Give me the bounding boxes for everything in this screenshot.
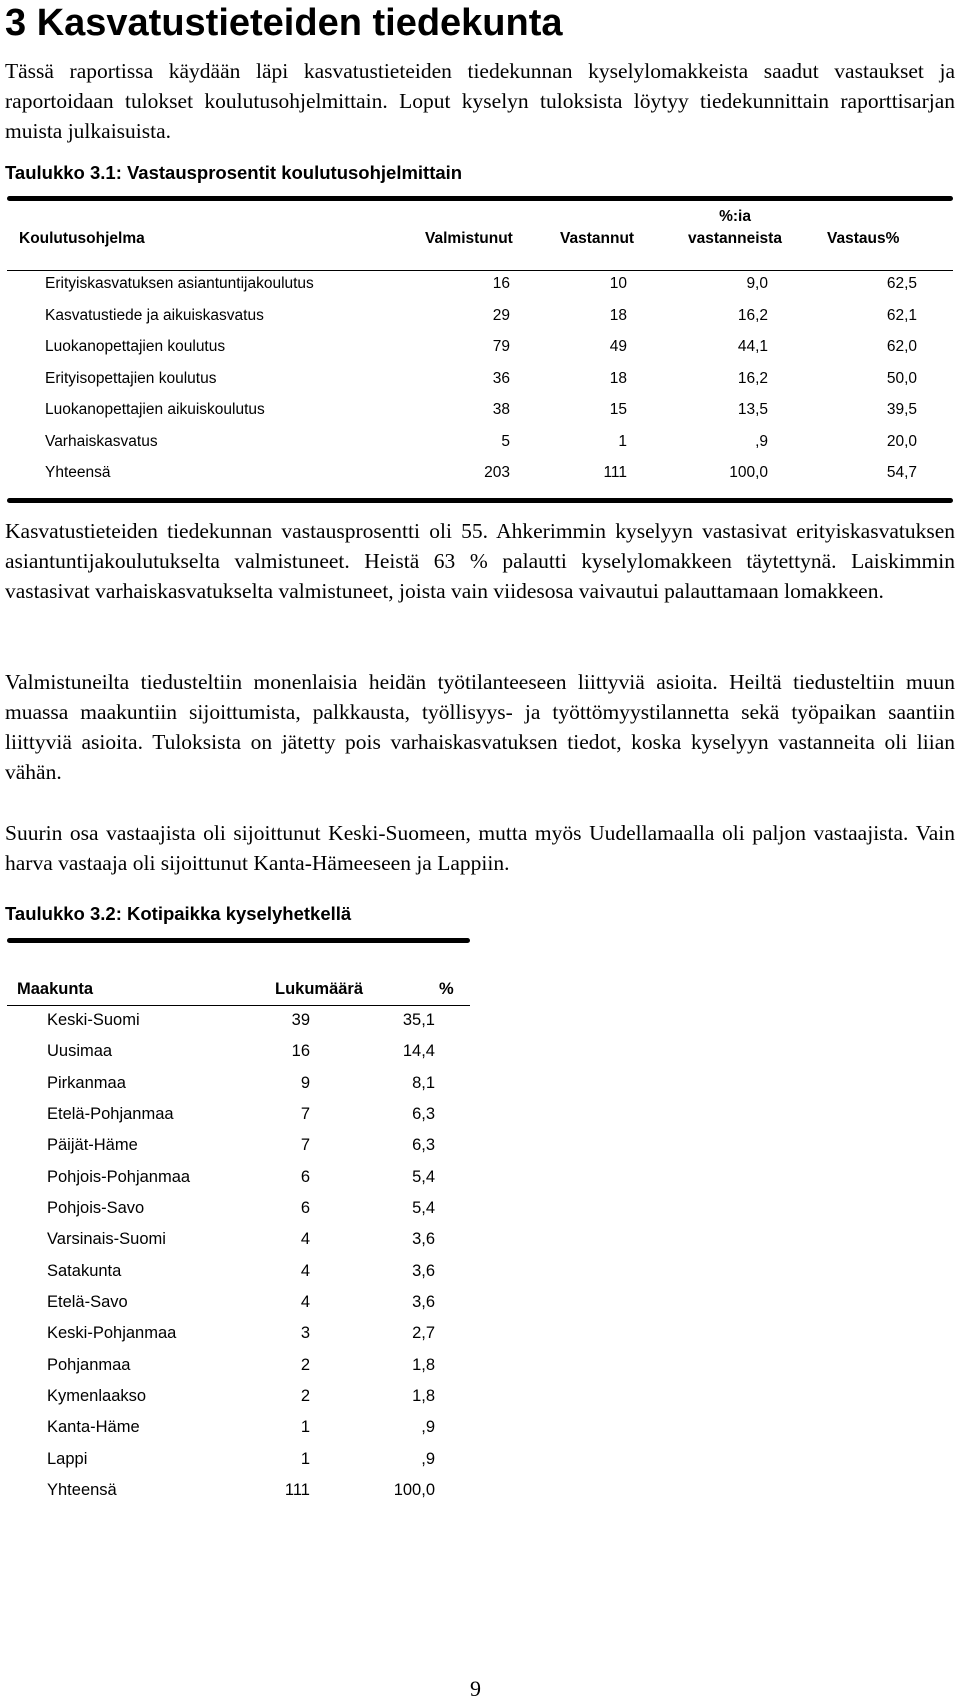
page-number: 9 <box>470 1676 481 1701</box>
table1-body <box>5 270 955 491</box>
table-row <box>5 1380 475 1411</box>
cell-count: 6 <box>300 1199 310 1218</box>
table-row <box>5 1411 475 1442</box>
cell-rate: 62,0 <box>886 338 917 355</box>
cell-pct: 35,1 <box>402 1011 435 1029</box>
cell-pct: 5,4 <box>412 1199 435 1218</box>
cell-share: 16,2 <box>737 369 768 387</box>
table-row <box>5 396 955 428</box>
cell-count: 7 <box>300 1105 310 1124</box>
cell-graduated: 5 <box>501 432 510 450</box>
cell-region: Etelä-Pohjanmaa <box>47 1105 174 1124</box>
chapter-title: 3 Kasvatustieteiden tiedekunta <box>5 2 563 44</box>
cell-pct: 5,4 <box>412 1167 435 1186</box>
header-responded: Vastannut <box>560 230 635 247</box>
cell-program: Kasvatustiede ja aikuiskasvatus <box>45 306 264 324</box>
table1-caption: Taulukko 3.1: Vastausprosentit koulutusohjelmittain <box>5 162 463 183</box>
table1-header-rule <box>7 270 953 271</box>
table2-body <box>5 1004 475 1506</box>
cell-program: Luokanopettajien aikuiskoulutus <box>45 401 265 418</box>
table1-top-rule <box>7 196 953 201</box>
cell-count: 111 <box>284 1481 310 1500</box>
cell-region: Päijät-Häme <box>47 1136 138 1155</box>
cell-responded: 49 <box>609 338 627 355</box>
cell-pct: 6,3 <box>412 1105 435 1124</box>
cell-graduated: 203 <box>484 464 510 481</box>
cell-region: Uusimaa <box>47 1042 113 1061</box>
header-rate: Vastaus% <box>827 230 900 247</box>
table1-bottom-rule <box>7 498 953 503</box>
cell-count: 7 <box>300 1136 310 1155</box>
cell-pct: 2,7 <box>412 1324 435 1343</box>
cell-rate: 62,1 <box>886 306 917 324</box>
header-graduated: Valmistunut <box>425 230 513 247</box>
cell-region: Keski-Pohjanmaa <box>47 1324 177 1343</box>
cell-responded: 111 <box>603 464 627 481</box>
cell-pct: 8,1 <box>412 1073 435 1092</box>
table-row <box>5 1443 475 1474</box>
cell-region: Kanta-Häme <box>47 1418 140 1437</box>
table-row <box>5 1098 475 1129</box>
cell-region: Pohjanmaa <box>47 1355 131 1374</box>
cell-responded: 18 <box>609 306 627 324</box>
cell-pct: 1,8 <box>412 1387 435 1406</box>
cell-count: 4 <box>300 1261 310 1280</box>
cell-count: 4 <box>300 1293 310 1312</box>
table-row <box>5 459 955 491</box>
cell-pct: 100,0 <box>393 1481 435 1500</box>
cell-graduated: 16 <box>492 275 510 292</box>
cell-region: Yhteensä <box>47 1481 117 1500</box>
cell-responded: 15 <box>609 401 627 418</box>
cell-count: 9 <box>300 1073 310 1092</box>
cell-rate: 20,0 <box>886 432 917 450</box>
cell-rate: 50,0 <box>886 369 917 387</box>
cell-program: Erityiskasvatuksen asiantuntijakoulutus <box>45 275 314 292</box>
cell-pct: ,9 <box>421 1418 435 1437</box>
cell-region: Kymenlaakso <box>47 1387 147 1406</box>
cell-region: Satakunta <box>47 1261 122 1280</box>
cell-count: 2 <box>300 1387 310 1406</box>
cell-graduated: 29 <box>492 306 510 324</box>
cell-count: 39 <box>291 1011 310 1029</box>
paragraph-survey-topics: Valmistuneilta tiedusteltiin monenlaisia heidän työtilanteeseen liittyviä asioita. Heiltä tiedusteltiin muun muassa maakuntiin sijoittumista, palkkausta, työllisyys- ja työttömyystilannetta sekä työpaikan saantiin liittyviä asioita. Tuloksista on jätetty pois varhaiskasvatuksen tiedot, koska kyselyyn vastanneita oli liian vähän. <box>5 670 955 784</box>
cell-count: 16 <box>291 1042 310 1061</box>
cell-share: 100,0 <box>729 464 768 481</box>
table-row <box>5 428 955 460</box>
header-share <box>675 206 795 250</box>
cell-program: Yhteensä <box>45 464 111 481</box>
table1-header <box>5 210 955 270</box>
table-row <box>5 333 955 365</box>
table2-header-rule <box>7 1005 470 1006</box>
table-row <box>5 1035 475 1066</box>
cell-count: 2 <box>300 1355 310 1374</box>
cell-pct: 3,6 <box>412 1293 435 1312</box>
cell-rate: 39,5 <box>886 401 917 418</box>
cell-responded: 18 <box>609 369 627 387</box>
header-count: Lukumäärä <box>275 980 364 998</box>
cell-region: Pohjois-Savo <box>47 1199 145 1218</box>
table-row <box>5 1004 475 1035</box>
cell-count: 6 <box>300 1167 310 1186</box>
cell-graduated: 38 <box>492 401 510 418</box>
cell-count: 1 <box>300 1418 310 1437</box>
table-row <box>5 302 955 334</box>
cell-share: 16,2 <box>737 306 768 324</box>
intro-paragraph: Tässä raportissa käydään läpi kasvatustieteiden tiedekunnan kyselylomakkeista saadut vastaukset ja raportoidaan tulokset koulutusohjelmittain. Loput kyselyn tuloksista löytyy tiedekunnittain raporttisarjan muista julkaisuista. <box>5 59 955 143</box>
table-row <box>5 1317 475 1348</box>
header-region: Maakunta <box>17 980 94 998</box>
table2-caption: Taulukko 3.2: Kotipaikka kyselyhetkellä <box>5 903 352 924</box>
header-pct: % <box>439 980 454 998</box>
cell-pct: ,9 <box>421 1449 435 1468</box>
paragraph-response-rate: Kasvatustieteiden tiedekunnan vastausprosentti oli 55. Ahkerimmin kyselyyn vastasivat erityiskasvatuksen asiantuntijakoulutukselta valmistuneet. Heistä 63 % palautti kyselylomakkeen täytettynä. Laiskimmin vastasivat varhaiskasvatukselta valmistuneet, joista vain viidesosa vaivautui palauttamaan lomakkeen. <box>5 519 955 603</box>
cell-share: ,9 <box>755 432 768 450</box>
cell-region: Keski-Suomi <box>47 1011 140 1029</box>
header-share-line1: %:ia <box>719 208 751 225</box>
table-row <box>5 1286 475 1317</box>
table-row <box>5 1474 475 1505</box>
cell-rate: 54,7 <box>886 464 917 481</box>
cell-count: 3 <box>300 1324 310 1343</box>
table-row <box>5 1255 475 1286</box>
cell-pct: 3,6 <box>412 1230 435 1249</box>
table2-header <box>5 972 475 1004</box>
cell-share: 9,0 <box>746 275 768 292</box>
cell-rate: 62,5 <box>886 275 917 292</box>
cell-responded: 1 <box>618 432 627 450</box>
paragraph-locations: Suurin osa vastaajista oli sijoittunut Keski-Suomeen, mutta myös Uudellamaalla oli paljon vastaajista. Vain harva vastaaja oli sijoittunut Kanta-Hämeeseen ja Lappiin. <box>5 821 955 875</box>
cell-program: Varhaiskasvatus <box>45 432 158 450</box>
cell-count: 4 <box>300 1230 310 1249</box>
table-row <box>5 1161 475 1192</box>
table2-top-rule <box>7 938 470 943</box>
table-row <box>5 1192 475 1223</box>
cell-region: Pohjois-Pohjanmaa <box>47 1167 191 1186</box>
cell-region: Etelä-Savo <box>47 1293 128 1312</box>
cell-share: 44,1 <box>737 338 768 355</box>
cell-graduated: 79 <box>492 338 510 355</box>
cell-count: 1 <box>300 1449 310 1468</box>
header-share-line2: vastanneista <box>688 230 782 247</box>
cell-pct: 3,6 <box>412 1261 435 1280</box>
cell-pct: 6,3 <box>412 1136 435 1155</box>
cell-pct: 14,4 <box>402 1042 435 1061</box>
cell-graduated: 36 <box>492 369 510 387</box>
table-row <box>5 270 955 302</box>
header-program: Koulutusohjelma <box>19 230 145 247</box>
cell-region: Lappi <box>47 1449 88 1468</box>
table-row <box>5 1349 475 1380</box>
cell-region: Varsinais-Suomi <box>47 1230 166 1249</box>
table1 <box>5 210 955 491</box>
cell-region: Pirkanmaa <box>47 1073 126 1092</box>
cell-program: Luokanopettajien koulutus <box>45 338 226 355</box>
table-row <box>5 365 955 397</box>
cell-responded: 10 <box>609 275 627 292</box>
table2 <box>5 972 475 1506</box>
cell-share: 13,5 <box>737 401 768 418</box>
cell-program: Erityisopettajien koulutus <box>45 369 217 387</box>
table-row <box>5 1129 475 1160</box>
cell-pct: 1,8 <box>412 1355 435 1374</box>
table-row <box>5 1067 475 1098</box>
table-row <box>5 1223 475 1254</box>
